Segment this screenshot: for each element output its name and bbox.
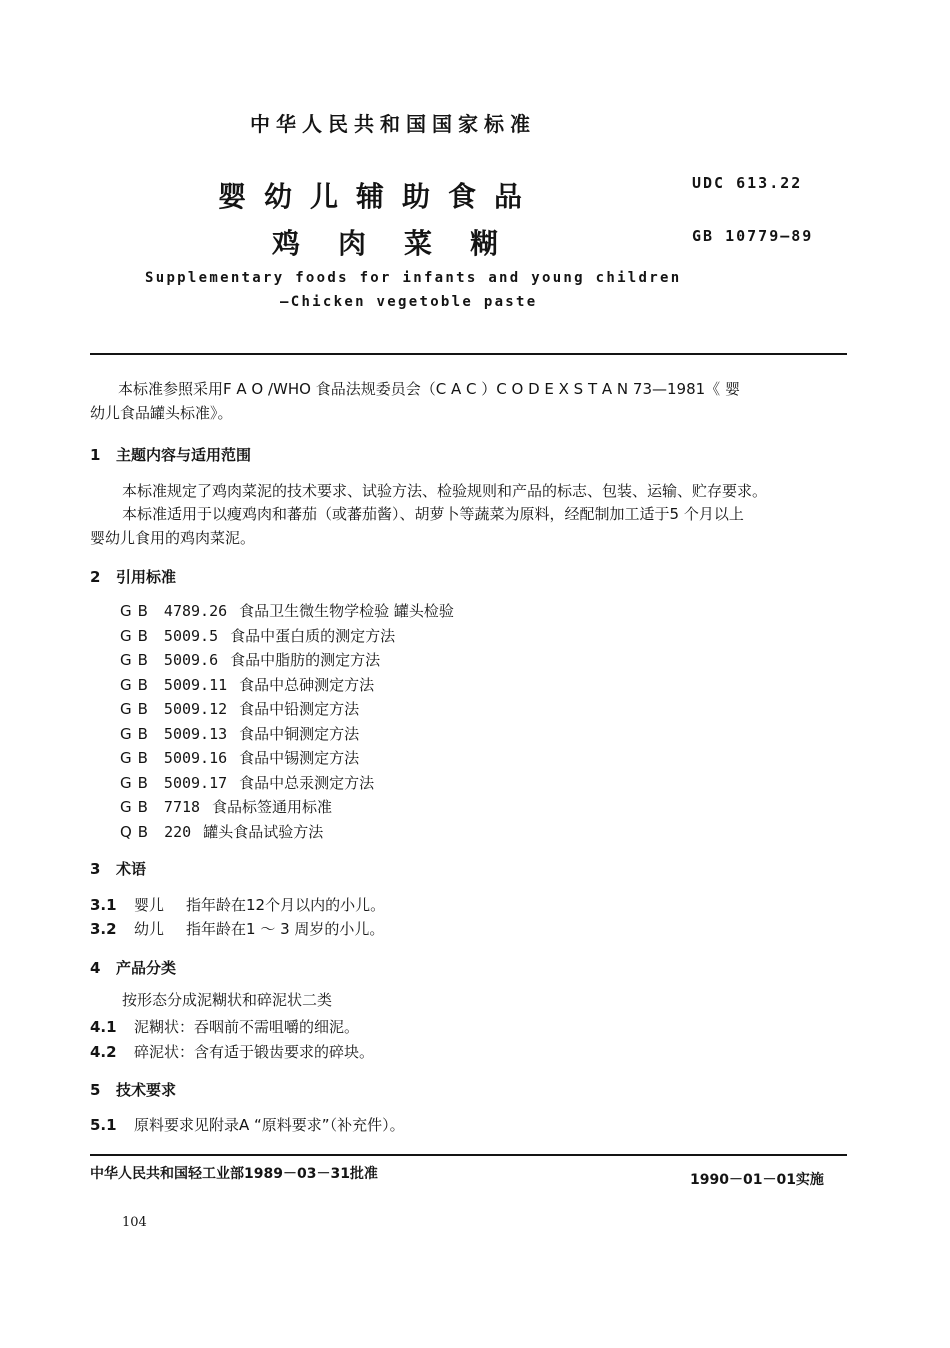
header-divider (90, 353, 847, 355)
section-2-heading (90, 566, 176, 587)
reference-row (120, 674, 374, 695)
reference-number: 5009.5 (163, 627, 219, 645)
reference-number: 5009.12 (163, 700, 228, 718)
reference-row (120, 649, 380, 670)
gb-code: GB 10779—89 (692, 227, 814, 245)
section-1-paragraph-2-line1: 本标准适用于以瘦鸡肉和蕃茄（或蕃茄酱）、胡萝卜等蔬菜为原料，经配制加工适于5 个月以上 (122, 505, 744, 523)
item-text: 碎泥状：含有适于锻齿要求的碎块。 (134, 1043, 375, 1061)
reference-row (120, 796, 332, 817)
term-item (90, 894, 385, 915)
item-text: 泥糊状：吞咽前不需咀嚼的细泥。 (134, 1018, 360, 1036)
reference-code: GB (120, 651, 154, 669)
reference-name: 食品中蛋白质的测定方法 (230, 627, 396, 645)
page-number: 104 (122, 1215, 147, 1230)
reference-number: 5009.17 (163, 774, 228, 792)
section-title: 术语 (116, 860, 147, 878)
reference-row (120, 747, 359, 768)
term-definition: 指年龄在12个月以内的小儿。 (186, 896, 386, 914)
classification-item (90, 1016, 359, 1037)
term-definition: 指年龄在1 ～ 3 周岁的小儿。 (186, 920, 385, 938)
section-1-heading (90, 444, 251, 465)
reference-name: 食品中总汞测定方法 (239, 774, 375, 792)
reference-number: 220 (164, 823, 192, 841)
approval-text: 中华人民共和国轻工业部1989－03－31批准 (90, 1166, 378, 1182)
reference-name: 食品卫生微生物学检验 罐头检验 (239, 602, 454, 620)
section-1-paragraph-2-line2: 婴幼儿食用的鸡肉菜泥。 (90, 529, 256, 547)
section-4-intro: 按形态分成泥糊状和碎泥状二类 (122, 991, 333, 1009)
section-title: 引用标准 (116, 568, 177, 586)
reference-code: GB (120, 725, 154, 743)
intro-line2: 幼儿食品罐头标准》。 (90, 404, 233, 422)
item-number: 4.2 (90, 1043, 117, 1061)
reference-name: 食品标签通用标准 (212, 798, 333, 816)
section-number: 5 (90, 1081, 101, 1099)
section-title: 技术要求 (116, 1081, 177, 1099)
english-title-line2: —Chicken vegetoble paste (280, 294, 538, 310)
section-title: 产品分类 (116, 959, 177, 977)
item-number: 3.2 (90, 920, 117, 938)
reference-code: GB (120, 700, 154, 718)
term-name: 幼儿 (134, 920, 165, 938)
section-4-heading (90, 957, 176, 978)
reference-row (120, 600, 454, 621)
item-number: 5.1 (90, 1116, 117, 1134)
requirement-item (90, 1114, 405, 1135)
document-title-line2: 鸡肉菜糊 (272, 227, 537, 260)
reference-number: 5009.6 (163, 651, 219, 669)
reference-name: 食品中铜测定方法 (239, 725, 360, 743)
reference-name: 食品中脂肪的测定方法 (230, 651, 381, 669)
reference-row (120, 625, 395, 646)
english-title-line1: Supplementary foods for infants and young children (145, 270, 682, 286)
item-text: 原料要求见附录A “原料要求”（补充件）。 (134, 1116, 405, 1134)
section-number: 4 (90, 959, 101, 977)
section-3-heading (90, 858, 146, 879)
reference-number: 5009.13 (163, 725, 228, 743)
section-number: 3 (90, 860, 101, 878)
reference-name: 罐头食品试验方法 (203, 823, 324, 841)
footer-divider (90, 1154, 847, 1156)
reference-row (120, 723, 359, 744)
section-number: 1 (90, 446, 101, 464)
document-title-line1: 婴幼儿辅助食品 (218, 180, 541, 213)
reference-code: GB (120, 749, 154, 767)
national-standard-label: 中华人民共和国国家标准 (250, 112, 536, 136)
reference-code: GB (120, 774, 154, 792)
reference-number: 4789.26 (163, 602, 228, 620)
implementation-date: 1990－01－01实施 (690, 1172, 824, 1188)
reference-row (120, 772, 374, 793)
reference-code: GB (120, 627, 154, 645)
section-number: 2 (90, 568, 101, 586)
reference-number: 5009.16 (163, 749, 228, 767)
term-item (90, 918, 384, 939)
item-number: 3.1 (90, 896, 117, 914)
section-1-paragraph-1: 本标准规定了鸡肉菜泥的技术要求、试验方法、检验规则和产品的标志、包装、运输、贮存要求。 (122, 482, 768, 500)
reference-number: 7718 (163, 798, 201, 816)
item-number: 4.1 (90, 1018, 117, 1036)
reference-name: 食品中锡测定方法 (239, 749, 360, 767)
classification-item (90, 1041, 374, 1062)
reference-number: 5009.11 (163, 676, 228, 694)
term-name: 婴儿 (134, 896, 165, 914)
intro-line1: 本标准参照采用F A O /WHO 食品法规委员会（C A C ）C O D E X S T A N 73—1981《 婴 (118, 380, 740, 398)
reference-name: 食品中铅测定方法 (239, 700, 360, 718)
reference-code: GB (120, 676, 154, 694)
reference-row (120, 821, 323, 842)
section-title: 主题内容与适用范围 (116, 446, 252, 464)
udc-code: UDC 613.22 (692, 174, 803, 192)
reference-name: 食品中总砷测定方法 (239, 676, 375, 694)
reference-code: GB (120, 602, 154, 620)
reference-code: QB (120, 823, 155, 841)
reference-code: GB (120, 798, 154, 816)
section-5-heading (90, 1079, 176, 1100)
reference-row (120, 698, 359, 719)
